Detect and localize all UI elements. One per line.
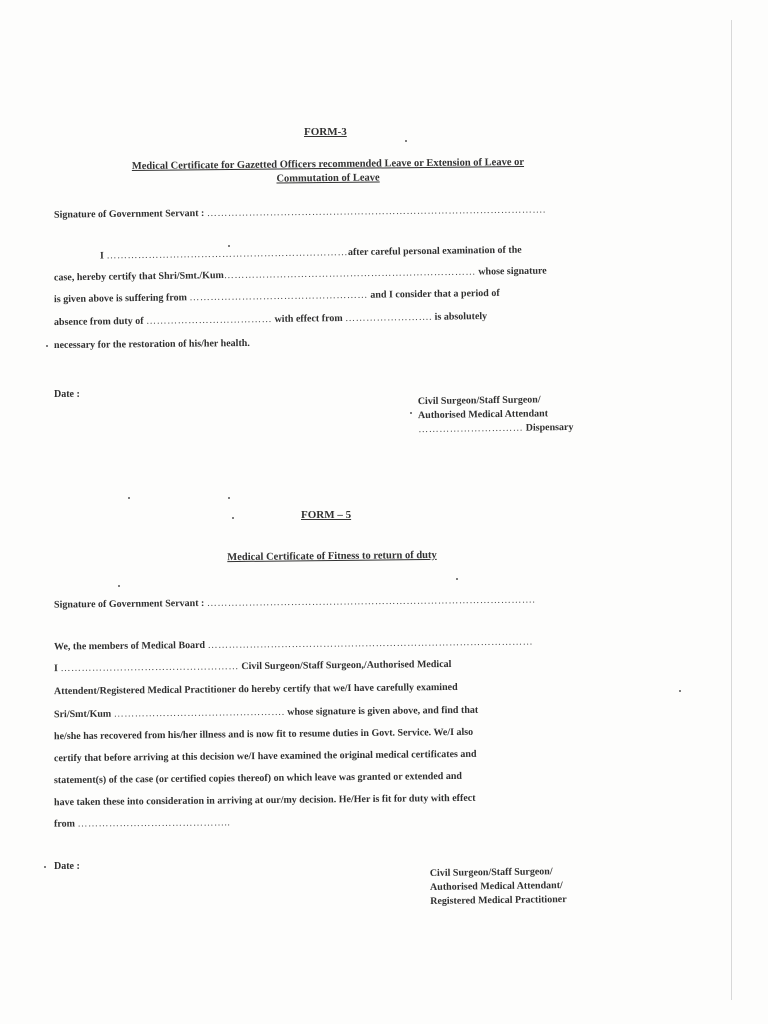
form3-effect-text: with effect from [274, 312, 343, 325]
scan-speck [228, 245, 230, 247]
form3-signature-row [54, 203, 546, 221]
form5-signatory-block [430, 865, 567, 909]
form5-subtitle: Medical Certificate of Fitness to return of duty [227, 549, 437, 564]
form5-line6: statement(s) of the case (or certified copies thereof) on which leave was granted or extended and [53, 770, 463, 787]
form3-dispensary-text: Dispensary [525, 421, 574, 434]
form3-subtitle-line2: Commutation of Leave [276, 172, 380, 185]
form3-signature-blank: ……………………………………………………………………………………. [206, 204, 546, 219]
form3-date-label: Date : [54, 389, 80, 400]
form5-designation-text: Civil Surgeon/Staff Surgeon,/Authorised Medical [241, 658, 452, 673]
scan-speck [232, 517, 234, 519]
form5-sig-line3: Registered Medical Practitioner [430, 894, 567, 907]
form3-patient-blank: ……………………………………………………………… [223, 266, 476, 282]
form5-line4: he/she has recovered from his/her illness and is now fit to resume duties in Govt. Service. We/I also [53, 726, 474, 743]
scan-speck [128, 497, 130, 499]
form5-from-blank: …………………………………….. [77, 817, 231, 830]
form5-signature-row [54, 593, 535, 611]
scan-speck [228, 497, 230, 499]
form3-sig-line1: Civil Surgeon/Staff Surgeon/ [417, 394, 541, 408]
form3-signatory-block [418, 393, 574, 437]
form3-para-line2 [54, 265, 547, 285]
form3-duration-blank: ……………………………… [145, 313, 273, 327]
form3-title: FORM-3 [304, 126, 347, 138]
form3-absence-text: absence from duty of [53, 315, 144, 329]
scan-edge-line [731, 20, 732, 1000]
form5-line8 [54, 816, 231, 830]
form5-from-label: from [53, 818, 75, 830]
scan-speck [46, 345, 48, 347]
form5-line1 [54, 658, 452, 675]
form3-period-text: and I consider that a period of [370, 287, 500, 301]
form5-i-label: I [53, 663, 58, 675]
scan-speck [456, 578, 458, 580]
scan-speck [44, 866, 46, 868]
form3-illness-blank: …………………………………………… [189, 289, 368, 304]
form3-para-line1 [100, 242, 604, 262]
form3-from-date-blank: ……………………. [345, 311, 433, 324]
form3-sig-line3 [418, 421, 573, 437]
scan-speck [679, 690, 681, 692]
form3-absolutely-text: is absolutely [434, 310, 488, 323]
form5-sri-label: Sri/Smt/Kum [53, 708, 112, 721]
form3-whose-signature-text: whose signature [478, 265, 547, 278]
form5-line3 [54, 704, 478, 721]
form3-exam-text: after careful personal examination of the [347, 244, 522, 259]
form3-i-label: I [99, 250, 105, 262]
form3-subtitle [88, 155, 568, 188]
form5-sig-line2: Authorised Medical Attendant/ [429, 880, 563, 893]
form5-board-row [54, 635, 533, 653]
form5-signature-label: Signature of Government Servant : [53, 597, 205, 611]
form5-signature-blank: …………………………………………………………………………………. [206, 594, 536, 609]
form5-board-blank: ………………………………………………………………………………… [207, 636, 534, 651]
form5-patient-blank: …………………………………………. [113, 706, 285, 720]
form3-para-line3 [54, 287, 500, 306]
form5-board-label: We, the members of Medical Board [53, 639, 206, 653]
form3-dispensary-blank: ………………………… [418, 422, 524, 436]
form5-line7: have taken these into consideration in arriving at our/my decision. He/Her is fit for duty with effect [53, 792, 476, 809]
form5-title: FORM – 5 [301, 509, 352, 521]
form5-line5: certify that before arriving at this decision we/I have examined the original medical certificates and [53, 748, 477, 765]
form3-certify-text: case, hereby certify that Shri/Smt./Kum [53, 270, 224, 284]
form3-name-blank: …………………………………………………………… [106, 247, 348, 262]
form3-subtitle-line1: Medical Certificate for Gazetted Officers recommended Leave or Extension of Leave or [131, 156, 525, 173]
form3-suffering-text: is given above is suffering from [53, 292, 187, 306]
form3-para-line5: necessary for the restoration of his/her health. [53, 337, 250, 352]
scan-speck [405, 140, 407, 142]
form3-signature-label: Signature of Government Servant : [53, 208, 205, 221]
form5-find-text: whose signature is given above, and find that [287, 704, 479, 718]
form5-sig-line1: Civil Surgeon/Staff Surgeon/ [429, 866, 553, 879]
scan-speck [410, 412, 412, 414]
scan-speck [118, 585, 120, 587]
form3-para-line4 [54, 310, 487, 329]
form5-name-blank: …………………………………………… [60, 661, 239, 675]
form5-date-label: Date : [54, 861, 80, 872]
form3-sig-line2: Authorised Medical Attendant [417, 408, 549, 422]
form5-line2: Attendent/Registered Medical Practitioner do hereby certify that we/I have carefully examined [53, 681, 458, 698]
